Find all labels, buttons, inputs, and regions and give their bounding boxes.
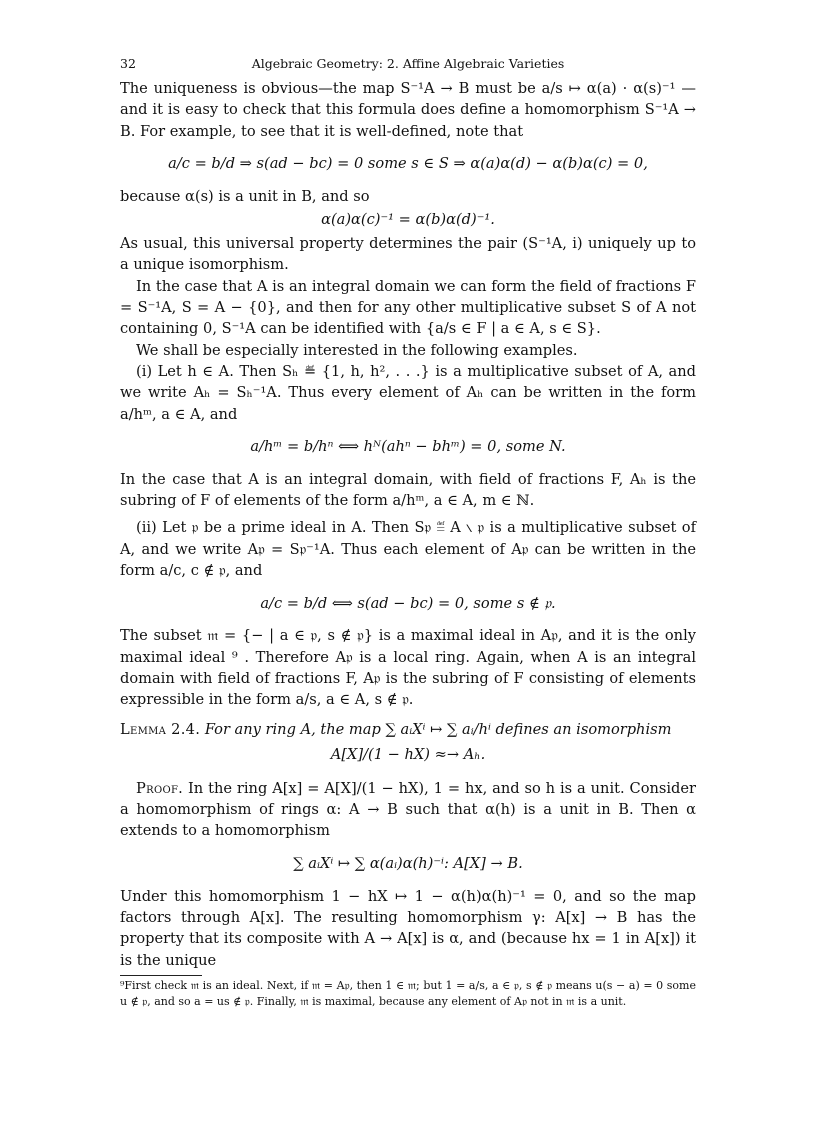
paragraph-examples-intro: We shall be especially interested in the following examples.: [136, 341, 578, 359]
running-title: Algebraic Geometry: 2. Affine Algebraic Varieties: [251, 56, 565, 71]
proof-paragraph: [120, 778, 696, 842]
paragraph-integral-domain: In the case that A is an integral domain we can form the field of fractions F = S⁻¹A, S = A − {0}, and then for any other multiplicative subset S of A not containing 0, S⁻¹A can be identified with {a/s ∈ F | a ∈ A, s ∈ S}.: [120, 277, 696, 338]
proof-text: In the ring A[x] = A[X]/(1 − hX), 1 = hx, and so h is a unit. Consider a homomorphism of rings α: A → B such that α(h) is a unit in B. Then α extends to a homomorphism: [120, 779, 696, 840]
equation-unit: α(a)α(c)⁻¹ = α(b)α(d)⁻¹.: [321, 211, 495, 229]
paragraph-example-ii: (ii) Let 𝔭 be a prime ideal in A. Then S𝔭 ≝ A ∖ 𝔭 is a multiplicative subset of A, and we write A𝔭 = S𝔭⁻¹A. Thus each element of A𝔭 can be written in the form a/c, c ∉ 𝔭, and: [120, 519, 696, 580]
lemma-2-4: [120, 719, 696, 740]
paragraph-because: because α(s) is a unit in B, and so: [120, 187, 370, 205]
paragraph-uniqueness: The uniqueness is obvious—the map S⁻¹A → B must be a/s ↦ α(a) · α(s)⁻¹ — and it is easy to check that this formula does define a homomorphism S⁻¹A → B. For example, to see that it is well-defined, note that: [120, 80, 696, 140]
page-number: 32: [120, 56, 136, 71]
equation-lemma: A[X]/(1 − hX) ≈→ Aₕ.: [330, 745, 486, 763]
page-header: [120, 56, 696, 78]
proof-heading: Proof.: [136, 779, 184, 797]
paragraph-universal-property: As usual, this universal property determines the pair (S⁻¹A, i) uniquely up to a unique isomorphism.: [120, 235, 696, 274]
footnote-rule: [120, 975, 202, 976]
lemma-heading: Lemma 2.4.: [120, 720, 201, 738]
paragraph-factors: Under this homomorphism 1 − hX ↦ 1 − α(h)α(h)⁻¹ = 0, and so the map factors through A[x]. The resulting homomorphism γ: A[x] → B has the property that its composite with A → A[x] is α, and (because hx = 1 in A[x]) it is the unique: [120, 887, 696, 969]
paragraph-subring: In the case that A is an integral domain, with field of fractions F, Aₕ is the subring of F of elements of the form a/hᵐ, a ∈ A, m ∈ ℕ.: [120, 470, 696, 510]
paragraph-example-i: (i) Let h ∈ A. Then Sₕ ≝ {1, h, h², . . .} is a multiplicative subset of A, and we write Aₕ = Sₕ⁻¹A. Thus every element of Aₕ can be written in the form a/hᵐ, a ∈ A, and: [120, 362, 696, 423]
footnote-9: ⁹First check 𝔪 is an ideal. Next, if 𝔪 = A𝔭, then 1 ∈ 𝔪; but 1 = a/s, a ∈ 𝔭, s ∉ 𝔭 means u(s − a) = 0 some u ∉ 𝔭, and so a = us ∉ 𝔭. Finally, 𝔪 is maximal, because any element of A𝔭 not in 𝔪 is a unit.: [120, 978, 696, 1008]
paragraph-maximal-ideal: The subset 𝔪 = {− | a ∈ 𝔭, s ∉ 𝔭} is a maximal ideal in A𝔭, and it is the only maximal ideal ⁹ . Therefore A𝔭 is a local ring. Again, when A is an integral domain with field of fractions F, A𝔭 is the subring of F consisting of elements expressible in the form a/s, a ∈ A, s ∉ 𝔭.: [120, 627, 696, 709]
equation-example-i: a/hᵐ = b/hⁿ ⟺ hᴺ(ahⁿ − bhᵐ) = 0, some N.: [250, 438, 566, 456]
equation-well-defined: a/c = b/d ⇒ s(ad − bc) = 0 some s ∈ S ⇒ α(a)α(d) − α(b)α(c) = 0,: [168, 155, 648, 173]
equation-extension: ∑ aᵢXⁱ ↦ ∑ α(aᵢ)α(h)⁻ⁱ: A[X] → B.: [293, 855, 523, 873]
equation-example-ii: a/c = b/d ⟺ s(ad − bc) = 0, some s ∉ 𝔭.: [260, 594, 556, 612]
document-page: [120, 56, 696, 1010]
lemma-statement: For any ring A, the map ∑ aᵢXⁱ ↦ ∑ aᵢ/hⁱ defines an isomorphism: [204, 720, 672, 738]
